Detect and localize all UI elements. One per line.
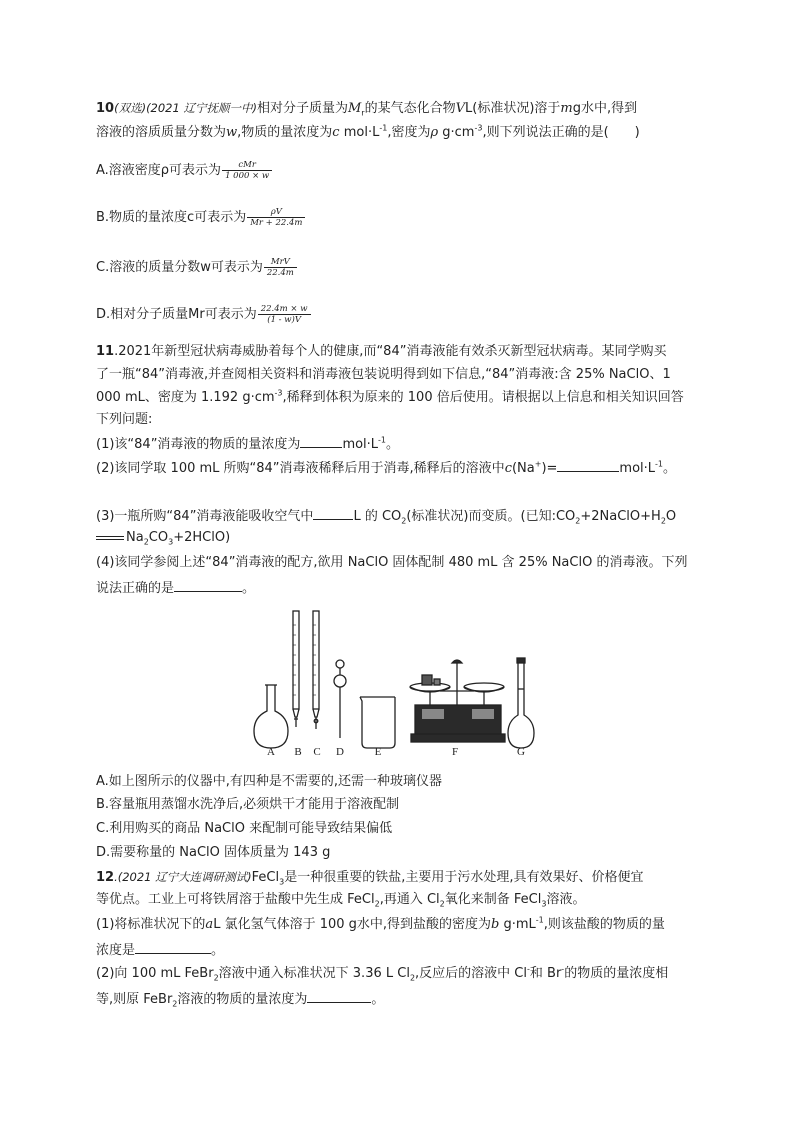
sub: 2 (439, 899, 445, 909)
q10-option-d (96, 304, 311, 325)
burette-c-icon (313, 611, 319, 729)
fraction-denominator: 1 000 × w (225, 171, 270, 181)
q11-var-c: c (504, 461, 512, 476)
sup: -1 (379, 123, 388, 133)
option-text: C.利用购买的商品 NaClO 来配制可能导致结果偏低 (96, 821, 393, 836)
q10-line1 (96, 99, 637, 118)
q10-var-v: V (455, 101, 465, 116)
q11-text: 了一瓶“84”消毒液,并查阅相关资料和消毒液包装说明得到如下信息,“84”消毒液:含 25% NaClO、1 (96, 367, 671, 382)
q11-text: (3)一瓶所购“84”消毒液能吸收空气中 (96, 509, 314, 524)
q12-line2 (96, 891, 585, 909)
q10-var-m: m (560, 101, 573, 116)
apparatus-label: A (267, 746, 275, 758)
option-text: D.相对分子质量Mr可表示为 (96, 307, 257, 322)
sub: 2 (660, 516, 666, 526)
q12-text: 等优点。工业上可将铁屑溶于盐酸中先生成 FeCl (96, 892, 375, 907)
sub: 2 (374, 899, 380, 909)
q12-text: g·mL (503, 917, 536, 932)
option-text: A.如上图所示的仪器中,有四种是不需要的,还需一种玻璃仪器 (96, 774, 443, 789)
q10-option-b (96, 207, 305, 228)
q12-part2 (96, 965, 668, 983)
q10-source-tag: (双选)(2021 辽宁抚顺一中) (114, 101, 257, 115)
balance-f-icon (410, 660, 505, 742)
q11-text: O (665, 509, 677, 524)
q11-text: L 的 CO (353, 509, 402, 524)
answer-blank[interactable] (135, 940, 211, 954)
q10-text: g水中,得到 (572, 101, 638, 116)
q12-text: L 氯化氢气体溶于 100 g水中,得到盐酸的密度为 (213, 917, 492, 932)
answer-blank[interactable] (557, 458, 619, 472)
fraction-denominator: Mr + 22.4m (250, 218, 303, 228)
q11-text: (Na (511, 461, 535, 476)
q11-text: mol·L (619, 461, 656, 476)
fraction (264, 257, 297, 278)
q11-text: CO (148, 530, 169, 545)
q10-text: ,密度为 (387, 125, 431, 140)
sub: 2 (401, 516, 407, 526)
q12-text: 。 (211, 943, 225, 958)
sub: 2 (172, 999, 178, 1009)
q11-part3-equation (96, 529, 230, 547)
q10-text: 溶液的溶质质量分数为 (96, 125, 227, 140)
sub: 2 (143, 537, 149, 547)
fraction-numerator: ρV (247, 207, 305, 218)
sup: -3 (474, 123, 483, 133)
q11-text: (2)该同学取 100 mL 所购“84”消毒液稀释后用于消毒,稀释后的溶液中 (96, 461, 505, 476)
q11-option-d (96, 844, 330, 862)
q12-source-tag: .(2021 辽宁大连调研测试) (114, 870, 252, 884)
flask-a-icon (254, 685, 288, 748)
q10-option-c (96, 257, 297, 278)
q10-var-w: w (226, 125, 238, 140)
q11-line4 (96, 411, 152, 429)
q11-text: +2HClO) (173, 530, 231, 545)
sub: 3 (168, 537, 174, 547)
q11-text: 。 (663, 461, 677, 476)
apparatus-label: C (313, 746, 321, 758)
apparatus-label: B (294, 746, 302, 758)
q12-var-a: a (205, 917, 214, 932)
sup: -1 (655, 459, 663, 469)
volumetric-flask-g-icon (508, 658, 534, 748)
fraction-denominator: 22.4m (266, 268, 294, 278)
answer-blank[interactable] (300, 434, 342, 448)
sub: r (361, 108, 365, 118)
q11-text: 。 (386, 437, 400, 452)
q12-text: (1)将标准状况下的 (96, 917, 206, 932)
q10-line2 (96, 124, 640, 142)
q10-var-c: c (332, 125, 340, 140)
fraction (258, 304, 311, 325)
option-text: A.溶液密度ρ可表示为 (96, 163, 222, 178)
q12-part1 (96, 916, 665, 934)
sup: -1 (378, 435, 387, 445)
sup: + (534, 459, 542, 469)
option-text: C.溶液的质量分数w可表示为 (96, 260, 263, 275)
q10-text: 的某气态化合物 (364, 101, 456, 116)
fraction-numerator: 22.4m × w (258, 304, 311, 315)
q12-text: 溶液。 (546, 892, 586, 907)
q12-text: 是一种很重要的铁盐,主要用于污水处理,具有效果好、价格便宜 (284, 870, 644, 885)
burette-b-icon (293, 611, 299, 727)
q11-text: ,稀释到体积为原来的 100 倍后使用。请根据以上信息和相关知识回答 (282, 390, 684, 405)
q11-line2 (96, 366, 671, 384)
q12-text: 。 (371, 992, 385, 1007)
q11-text: .2021年新型冠状病毒威胁着每个人的健康,而“84”消毒液能有效杀灭新型冠状病毒。某同学购买 (114, 344, 667, 359)
sup: - (527, 964, 530, 974)
q12-line1 (96, 868, 643, 887)
answer-blank[interactable] (174, 578, 242, 592)
q12-var-b: b (491, 917, 500, 932)
q12-text: FeCl (251, 870, 280, 885)
lab-apparatus-figure (250, 605, 550, 765)
sub: 2 (575, 516, 581, 526)
sub: 2 (213, 973, 219, 983)
fraction (222, 160, 272, 181)
q12-text: 溶液中通入标准状况下 3.36 L Cl (218, 966, 410, 981)
apparatus-label: F (451, 746, 459, 758)
q10-text: g·cm (442, 125, 475, 140)
sup: -3 (274, 388, 283, 398)
q12-text: 溶液的物质的量浓度为 (177, 992, 308, 1007)
q11-line3 (96, 389, 684, 407)
answer-blank[interactable] (307, 989, 371, 1003)
q11-text: (4)该同学参阅上述“84”消毒液的配方,欲用 NaClO 固体配制 480 mL 含 25% NaClO 的消毒液。下列 (96, 555, 688, 570)
q11-option-a (96, 773, 442, 791)
reaction-equals-sign (96, 536, 124, 540)
apparatus-label: G (517, 746, 525, 758)
q12-text: ,则该盐酸的物质的量 (543, 917, 665, 932)
apparatus-label: E (374, 746, 382, 758)
q11-text: )= (541, 461, 558, 476)
q11-text: 下列问题: (96, 412, 153, 427)
fraction (247, 207, 305, 228)
q11-part3 (96, 506, 676, 526)
q11-text: mol·L (342, 437, 379, 452)
q12-part1-cont (96, 940, 224, 960)
q10-text: 相对分子质量为 (256, 101, 348, 116)
q11-text: Na (126, 530, 144, 545)
q12-part2-cont (96, 989, 384, 1009)
q12-text: 等,则原 FeBr (96, 992, 173, 1007)
fraction-numerator: MrV (264, 257, 297, 268)
q12-text: 浓度是 (96, 943, 136, 958)
q12-text: 的物质的量浓度相 (564, 966, 669, 981)
q12-text: ,反应后的溶液中 Cl (415, 966, 527, 981)
q10-text: L(标准状况)溶于 (465, 101, 561, 116)
q11-part4 (96, 554, 687, 572)
apparatus-label: D (336, 746, 344, 758)
q11-text: 000 mL、密度为 1.192 g·cm (96, 390, 275, 405)
option-text: D.需要称量的 NaClO 固体质量为 143 g (96, 845, 331, 860)
q11-text: 说法正确的是 (96, 581, 175, 596)
q12-text: ,再通入 Cl (379, 892, 440, 907)
option-text: B.物质的量浓度c可表示为 (96, 210, 247, 225)
q10-option-a (96, 160, 272, 181)
q11-part4-cont (96, 578, 255, 598)
q11-text: 。 (242, 581, 256, 596)
sup: - (561, 964, 565, 974)
q10-number: 10 (96, 101, 115, 116)
q11-text: (标准状况)而变质。(已知:CO (406, 509, 576, 524)
q10-text: mol·L (343, 125, 380, 140)
q11-part1 (96, 434, 399, 454)
fraction-numerator: cMr (222, 160, 272, 171)
answer-blank[interactable] (313, 506, 353, 520)
sub: 2 (409, 973, 416, 983)
sub: 3 (541, 899, 547, 909)
q12-text: 和 Br (529, 966, 562, 981)
q10-var-mr: M (347, 101, 362, 116)
q11-number: 11 (96, 344, 115, 359)
q11-option-b (96, 796, 399, 814)
q11-line1 (96, 343, 666, 361)
dropper-d-icon (334, 660, 346, 738)
q12-number: 12 (96, 870, 115, 885)
q10-text: ,物质的量浓度为 (237, 125, 333, 140)
q10-text: ,则下列说法正确的是( ) (482, 125, 640, 140)
fraction-denominator: (1 - w)V (267, 315, 301, 325)
option-text: B.容量瓶用蒸馏水洗净后,必须烘干才能用于溶液配制 (96, 797, 400, 812)
q11-text: (1)该“84”消毒液的物质的量浓度为 (96, 437, 301, 452)
q12-text: 氧化来制备 FeCl (444, 892, 542, 907)
beaker-e-icon (360, 697, 395, 748)
q11-option-c (96, 820, 392, 838)
sub: 3 (279, 877, 285, 887)
q12-text: (2)向 100 mL FeBr (96, 966, 214, 981)
q11-text: +2NaClO+H (580, 509, 661, 524)
sup: -1 (535, 915, 544, 925)
q10-var-rho: ρ (430, 125, 439, 140)
q11-part2 (96, 458, 676, 478)
